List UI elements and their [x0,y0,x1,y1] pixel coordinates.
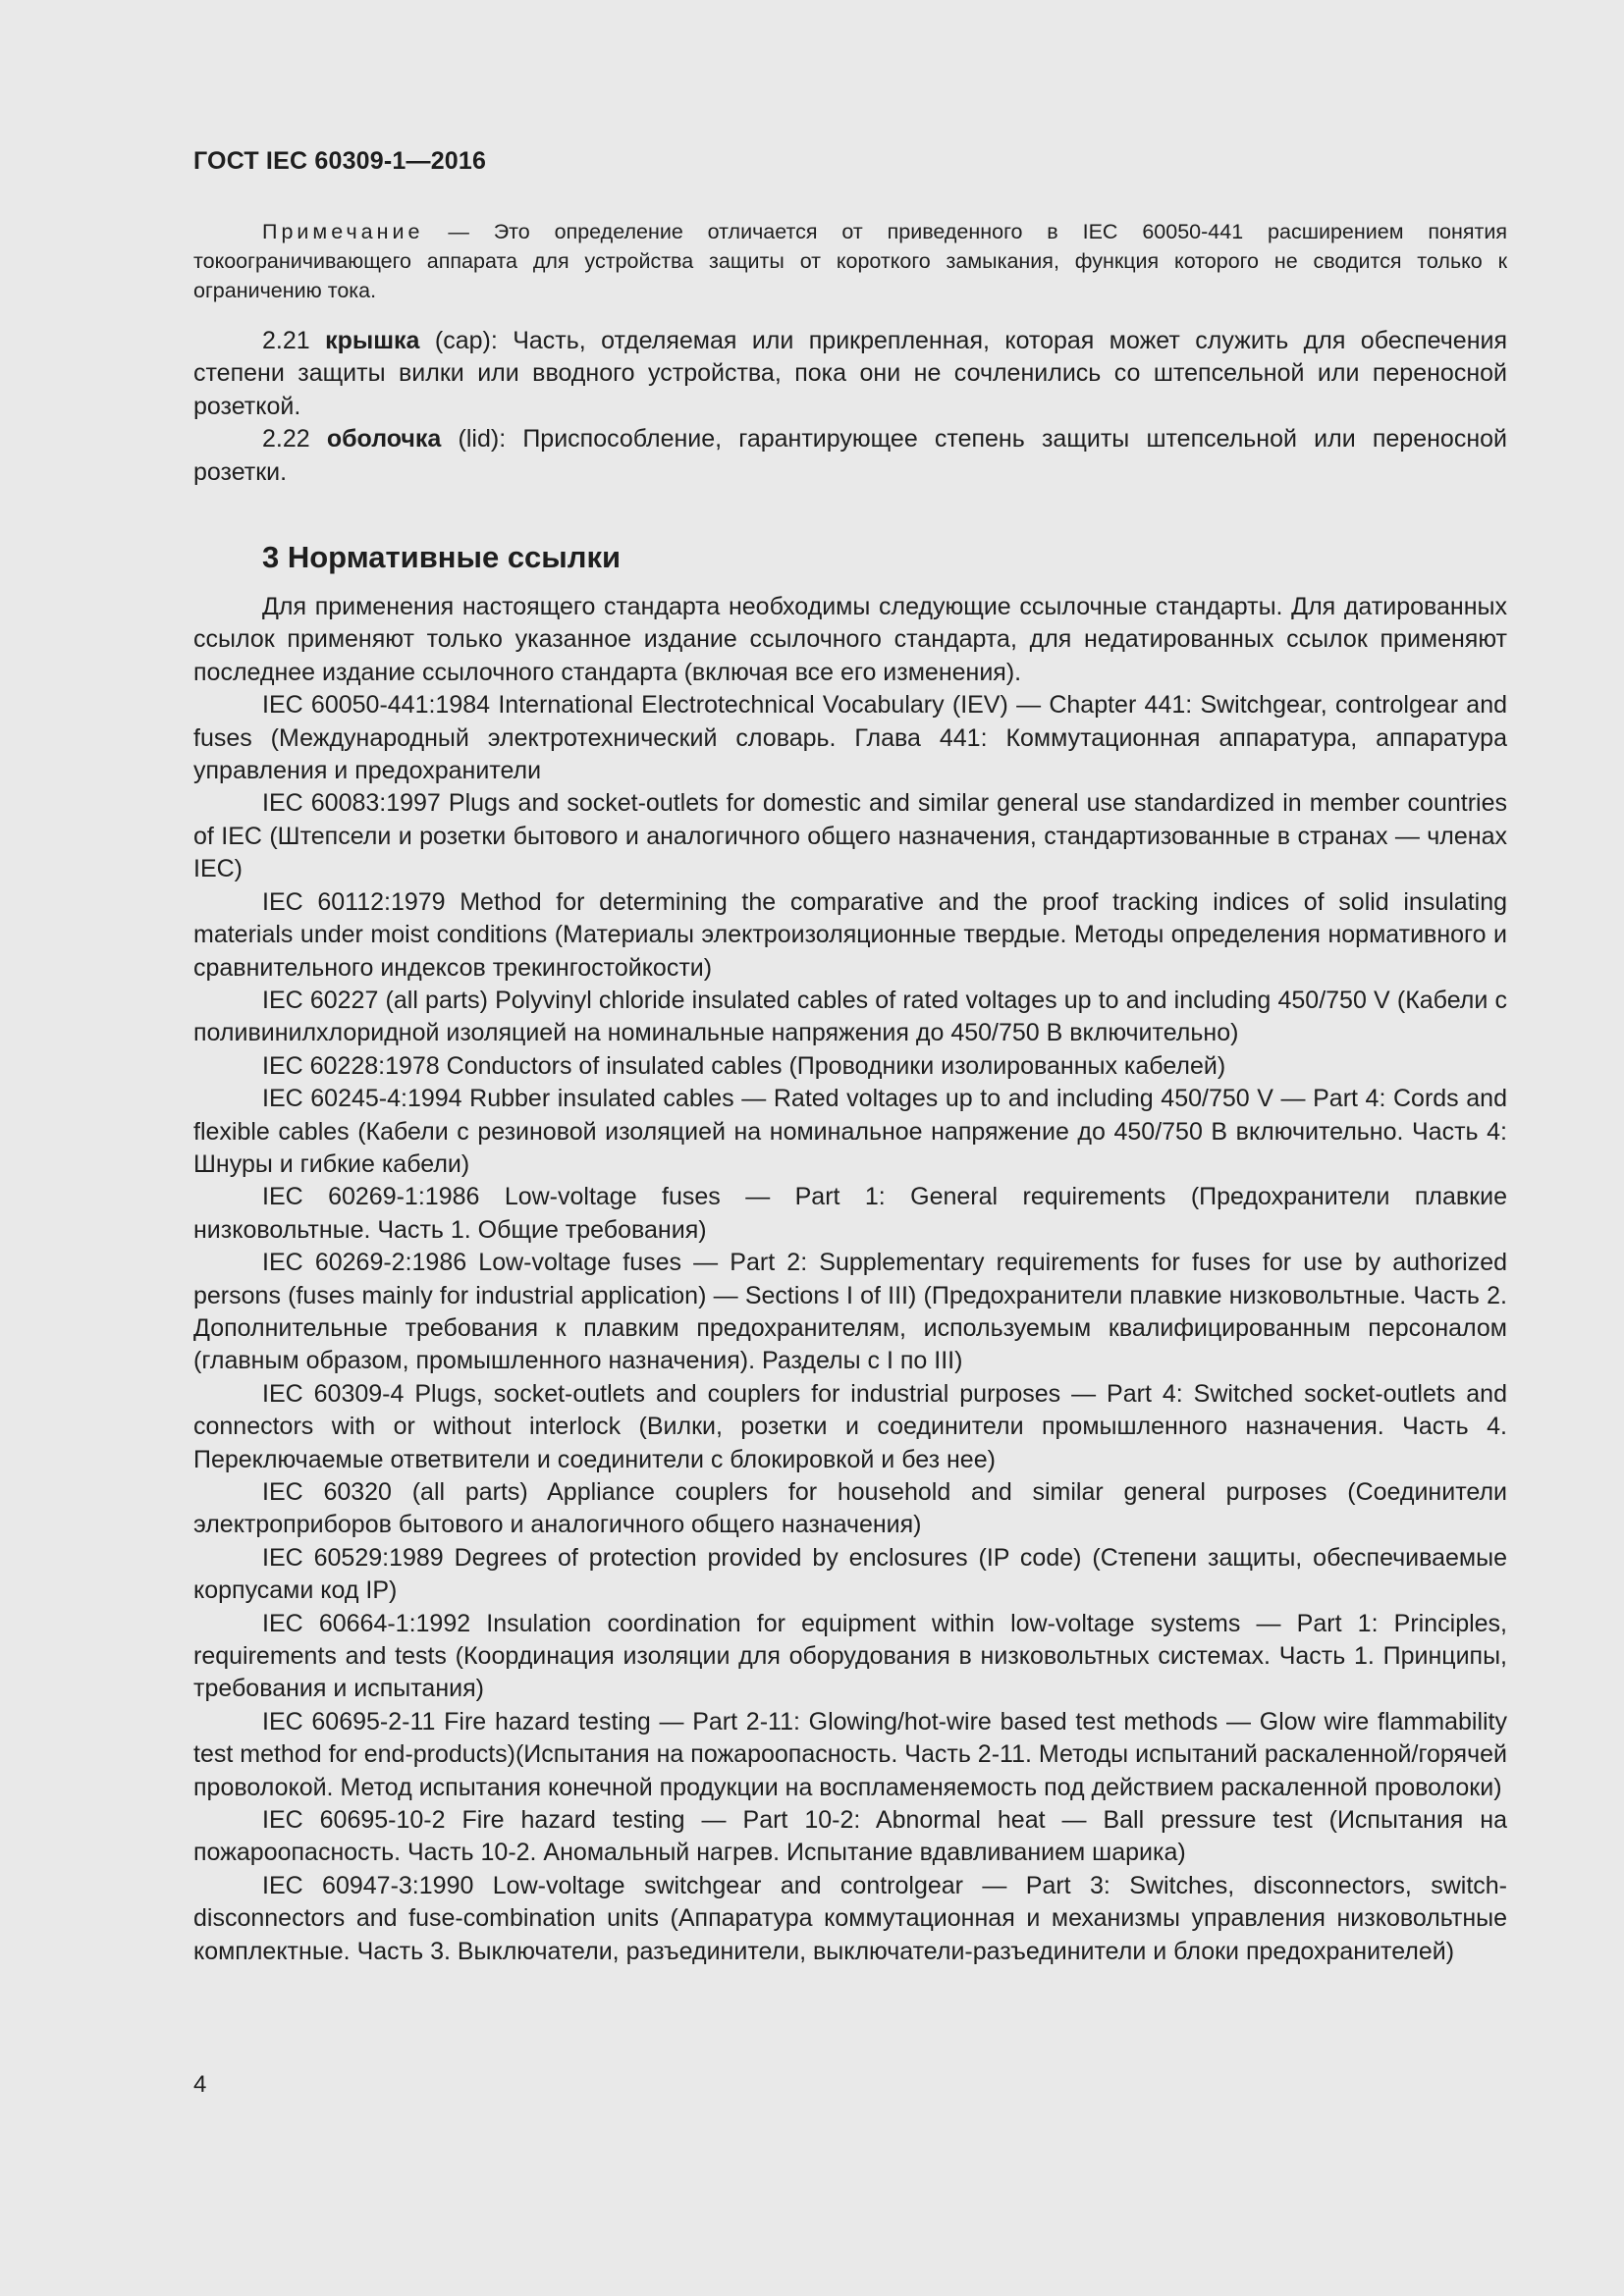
definition-number: 2.21 [262,327,326,354]
reference-item: IEC 60227 (all parts) Polyvinyl chloride insulated cables of rated voltages up to and including 450/750 V (Кабели с поливинилхлоридной изоляцией на номинальные напряжения до 450/750 В включительно) [193,986,1507,1047]
reference-item: IEC 60228:1978 Conductors of insulated cables (Проводники изолированных кабелей) [262,1051,1226,1080]
definition-2-21 [193,325,1507,423]
note-text: — Это определение отличается от приведенного в IEC 60050-441 расширением понятия токоограничивающего аппарата для устройства защиты от короткого замыкания, функция которого не сводится только к ограничению тока. [193,220,1507,302]
reference-item: IEC 60112:1979 Method for determining the comparative and the proof tracking indices of solid insulating materials under moist conditions (Материалы электроизоляционные твердые. Методы определения нормативного и сравнительного индексов трекингостойкости) [193,887,1507,982]
reference-item: IEC 60320 (all parts) Appliance couplers for household and similar general purposes (Соединители электроприборов бытового и аналогичного общего назначения) [193,1478,1507,1539]
note-paragraph [193,217,1507,305]
reference-item: IEC 60664-1:1992 Insulation coordination for equipment within low-voltage systems — Part 1: Principles, requirements and tests (Координация изоляции для оборудования в низковольтных системах. Часть 1. Принципы, требования и испытания) [193,1609,1507,1703]
document-page [193,147,1507,1968]
definition-text: (lid): Приспособление, гарантирующее степень защиты штепсельной или переносной розетки. [193,425,1507,486]
reference-item: IEC 60269-1:1986 Low-voltage fuses — Part 1: General requirements (Предохранители плавкие низковольтные. Часть 1. Общие требования) [193,1183,1507,1244]
reference-item: IEC 60083:1997 Plugs and socket-outlets for domestic and similar general use standardized in member countries of IEC (Штепсели и розетки бытового и аналогичного общего назначения, стандартизованные в странах — членах IEC) [193,789,1507,883]
reference-item: IEC 60695-2-11 Fire hazard testing — Part 2-11: Glowing/hot-wire based test methods — Glow wire flammability test method for end-products)(Испытания на пожароопасность. Часть 2-11. Методы испытаний раскаленной/горячей проволокой. Метод испытания конечной продукции на воспламеняемость под действием раскаленной проволоки) [193,1707,1507,1801]
section-intro: Для применения настоящего стандарта необходимы следующие ссылочные стандарты. Для датированных ссылок применяют только указанное издание ссылочного стандарта, для недатированных ссылок применяют последнее издание ссылочного стандарта (включая все его изменения). [193,593,1507,686]
reference-item: IEC 60050-441:1984 International Electrotechnical Vocabulary (IEV) — Chapter 441: Switchgear, controlgear and fuses (Международный электротехнический словарь. Глава 441: Коммутационная аппаратура, аппаратура управления и предохранители [193,691,1507,785]
reference-item: IEC 60269-2:1986 Low-voltage fuses — Part 2: Supplementary requirements for fuses for use by authorized persons (fuses mainly for industrial application) — Sections I of III) (Предохранители плавкие низковольтные. Часть 2. Дополнительные требования к плавким предохранителям, используемым квалифицированным персоналом (главным образом, промышленного назначения). Разделы с I по III) [193,1249,1507,1375]
note-label: Примечание [262,220,424,243]
definition-2-22 [193,423,1507,489]
reference-item: IEC 60695-10-2 Fire hazard testing — Part 10-2: Abnormal heat — Ball pressure test (Испытания на пожароопасность. Часть 10-2. Аномальный нагрев. Испытание вдавливанием шарика) [193,1806,1507,1867]
document-header: ГОСТ IEC 60309-1—2016 [193,147,487,175]
reference-item: IEC 60245-4:1994 Rubber insulated cables — Rated voltages up to and including 450/750 V — Part 4: Cords and flexible cables (Кабели с резиновой изоляцией на номинальное напряжение до 450/750 В включительно. Часть 4: Шнуры и гибкие кабели) [193,1085,1507,1178]
page-number: 4 [193,2071,207,2098]
reference-item: IEC 60947-3:1990 Low-voltage switchgear and controlgear — Part 3: Switches, disconnectors, switch-disconnectors and fuse-combination units (Аппаратура коммутационная и механизмы управления низковольтные комплектные. Часть 3. Выключатели, разъединители, выключатели-разъединители и блоки предохранителей) [193,1871,1507,1965]
reference-item: IEC 60529:1989 Degrees of protection provided by enclosures (IP code) (Степени защиты, обеспечиваемые корпусами код IP) [193,1543,1507,1605]
definition-term: крышка [325,327,420,354]
definition-text: (cap): Часть, отделяемая или прикрепленная, которая может служить для обеспечения степени защиты вилки или вводного устройства, пока они не сочленились со штепсельной или переносной розеткой. [193,327,1507,420]
definition-number: 2.22 [262,425,327,454]
section-title: 3 Нормативные ссылки [262,540,622,575]
definition-term: оболочка [326,425,442,454]
reference-item: IEC 60309-4 Plugs, socket-outlets and couplers for industrial purposes — Part 4: Switched socket-outlets and connectors with or without interlock (Вилки, розетки и соединители промышленного назначения. Часть 4. Переключаемые ответвители и соединители с блокировкой и без нее) [193,1379,1507,1473]
